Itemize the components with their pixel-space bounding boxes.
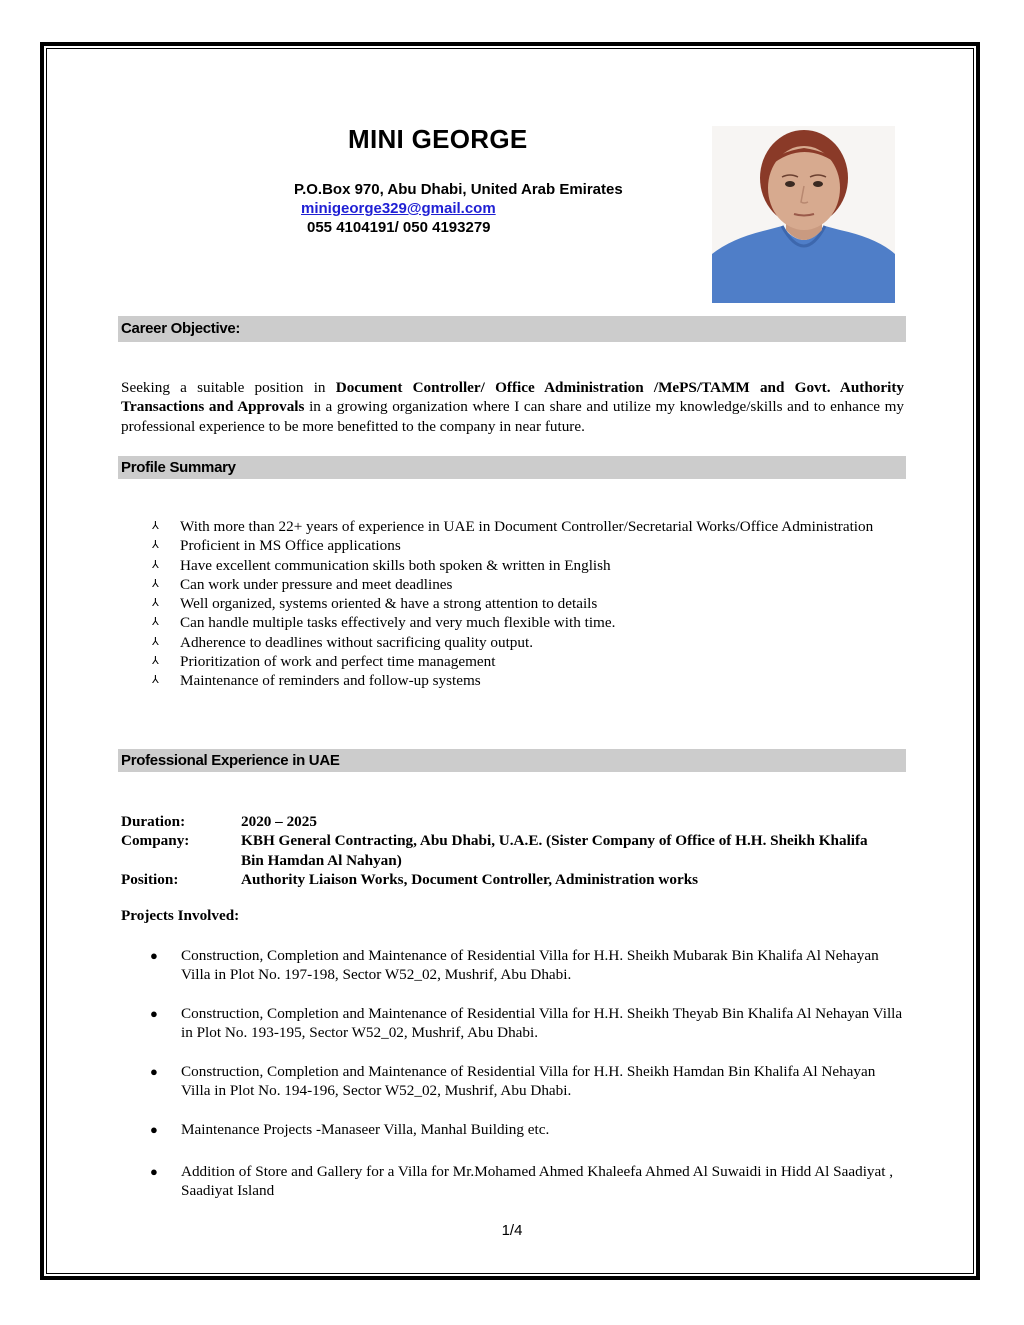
list-item-text: Proficient in MS Office applications <box>180 537 401 555</box>
duration-label: Duration: <box>121 813 186 830</box>
list-item <box>152 652 904 671</box>
phone-number: 055 4104191/ 050 4193279 <box>307 219 491 236</box>
project-text: Construction, Completion and Maintenance of Residential Villa for H.H. Sheikh Mubarak Bin Khalifa Al Nehayan Villa in Plot No. 197-198, Sector W52_02, Mushrif, Abu Dhabi. <box>181 947 879 984</box>
bullet-dot-icon: ● <box>150 948 158 963</box>
section-title: Professional Experience in UAE <box>121 752 340 769</box>
email-link[interactable]: minigeorge329@gmail.com <box>301 200 496 217</box>
career-objective-text <box>121 378 904 436</box>
objective-text-part: in a growing organization where I can share and utilize my knowledge/skills and to enhance my professional experience to be more benefitted to the company in near future. <box>121 398 904 435</box>
list-item <box>152 536 904 555</box>
position-value: Authority Liaison Works, Document Controller, Administration works <box>241 870 699 888</box>
triangle-bullet-icon: ⅄ <box>152 558 159 571</box>
project-text: Addition of Store and Gallery for a Villa for Mr.Mohamed Ahmed Khaleefa Ahmed Al Suwaidi in Hidd Al Saadiyat , Saadiyat Island <box>181 1162 894 1200</box>
bullet-dot-icon: ● <box>150 1121 158 1137</box>
section-header-experience <box>118 749 906 772</box>
triangle-bullet-icon: ⅄ <box>152 577 159 590</box>
bullet-dot-icon: ● <box>150 1163 158 1179</box>
triangle-bullet-icon: ⅄ <box>152 655 159 668</box>
project-text: Construction, Completion and Maintenance of Residential Villa for H.H. Sheikh Theyab Bin Khalifa Al Nehayan Villa in Plot No. 193-195, Sector W52_02, Mushrif, Abu Dhabi. <box>181 1004 903 1042</box>
project-item <box>150 1120 904 1139</box>
project-text: Maintenance Projects -Manaseer Villa, Manhal Building etc. <box>181 1120 550 1138</box>
section-header-profile-summary <box>118 456 906 479</box>
page-number: 1/4 <box>501 1222 523 1239</box>
candidate-name: MINI GEORGE <box>348 124 528 154</box>
project-text: Construction, Completion and Maintenance of Residential Villa for H.H. Sheikh Hamdan Bin Khalifa Al Nehayan Villa in Plot No. 194-196, Sector W52_02, Mushrif, Abu Dhabi. <box>181 1062 876 1100</box>
project-item <box>150 1004 904 1043</box>
list-item-text: Have excellent communication skills both spoken & written in English <box>180 556 611 574</box>
company-value: KBH General Contracting, Abu Dhabi, U.A.E. (Sister Company of Office of H.H. Sheikh Khalifa Bin Hamdan Al Nahyan) <box>241 832 868 869</box>
profile-photo <box>712 126 895 303</box>
job-details <box>121 812 904 889</box>
duration-value: 2020 – 2025 <box>241 813 317 830</box>
company-label: Company: <box>121 832 190 850</box>
list-item-text: Adherence to deadlines without sacrificing quality output. <box>180 633 534 651</box>
projects-list <box>150 946 904 1220</box>
duration-row <box>121 812 904 831</box>
project-item <box>150 1062 904 1101</box>
address: P.O.Box 970, Abu Dhabi, United Arab Emirates <box>294 181 623 198</box>
projects-label: Projects Involved: <box>121 907 240 924</box>
project-item <box>150 1162 904 1201</box>
list-item <box>152 594 904 613</box>
list-item-text: Can work under pressure and meet deadlines <box>180 575 453 593</box>
objective-highlight: Document Controller/ Office Administration /MePS/TAMM and Govt. Authority Transactions and Approvals <box>121 379 905 416</box>
position-label: Position: <box>121 870 179 888</box>
list-item <box>152 517 904 536</box>
list-item-text: With more than 22+ years of experience in UAE in Document Controller/Secretarial Works/Office Administration <box>180 518 874 535</box>
list-item-text: Prioritization of work and perfect time management <box>180 653 496 671</box>
triangle-bullet-icon: ⅄ <box>152 616 159 629</box>
triangle-bullet-icon: ⅄ <box>152 674 159 687</box>
triangle-bullet-icon: ⅄ <box>152 520 159 532</box>
list-item <box>152 671 904 690</box>
list-item <box>152 556 904 575</box>
list-item-text: Well organized, systems oriented & have a strong attention to details <box>180 595 598 613</box>
list-item <box>152 633 904 652</box>
list-item-text: Maintenance of reminders and follow-up systems <box>180 672 481 690</box>
portrait-icon <box>712 126 895 303</box>
bullet-dot-icon: ● <box>150 1005 158 1021</box>
profile-summary-list <box>152 517 904 691</box>
company-row <box>121 831 904 870</box>
list-item <box>152 575 904 594</box>
list-item <box>152 613 904 632</box>
section-title: Career Objective: <box>121 320 241 337</box>
triangle-bullet-icon: ⅄ <box>152 635 159 648</box>
position-row <box>121 870 904 889</box>
section-header-career-objective <box>118 316 906 342</box>
objective-text-part: Seeking a suitable position in <box>121 379 336 396</box>
list-item-text: Can handle multiple tasks effectively and very much flexible with time. <box>180 614 616 632</box>
section-title: Profile Summary <box>121 459 236 476</box>
triangle-bullet-icon: ⅄ <box>152 597 159 610</box>
project-item <box>150 946 904 985</box>
bullet-dot-icon: ● <box>150 1063 158 1079</box>
triangle-bullet-icon: ⅄ <box>152 539 159 552</box>
